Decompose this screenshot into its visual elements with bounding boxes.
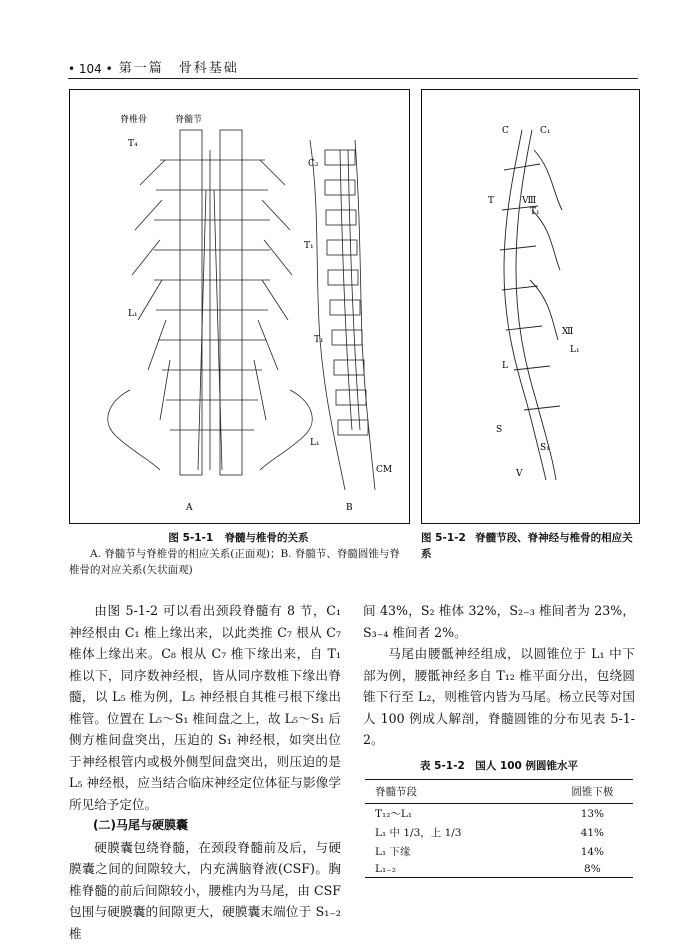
label-t1: T₁ (304, 241, 314, 251)
label-v: V (516, 469, 523, 479)
label-t4: T₄ (128, 139, 138, 149)
table-header-row (365, 780, 633, 804)
table-cell: 8% (552, 861, 633, 878)
label-c2: C₂ (308, 159, 319, 169)
paragraph: 间 43%，S₂ 椎体 32%，S₂₋₃ 椎间者为 23%，S₃₋₄ 椎间者 2%。 (363, 603, 635, 640)
left-column (69, 600, 341, 944)
running-header (68, 54, 638, 79)
label-s1: S₁ (540, 443, 550, 453)
label-s: S (496, 425, 503, 435)
table-title: 表 5-1-2 国人 100 例圆锥水平 (419, 760, 579, 772)
table-cell: 14% (580, 845, 605, 858)
caption-5-1-2 (421, 530, 638, 562)
table-cell: L₁ 下缘 (375, 846, 411, 858)
figure-5-1-2-drawing (422, 90, 639, 523)
label-c: C (502, 126, 509, 136)
paragraph: 马尾由腰骶神经组成，以圆锥位于 L₁ 中下部为例，腰骶神经多自 T₁₂ 椎平面分出，包绕圆锥下行至 L₂，则椎管内皆为马尾。杨立民等对国人 100 例成人解剖，脊髓圆锥的分布见表 5-1-2。 (363, 646, 635, 747)
caption-5-1-2-title: 脊髓节段、脊神经与椎骨的相应关系 (421, 532, 633, 560)
table-cell: T₁₂～L₁ (375, 808, 413, 820)
caption-5-1-2-number: 图 5-1-2 (421, 532, 466, 544)
figure-5-1-2 (421, 89, 640, 524)
label-xii: Ⅻ (562, 327, 574, 337)
table-row (365, 842, 633, 861)
section-title: 第一篇 骨科基础 (118, 61, 239, 76)
table-row (365, 861, 633, 878)
column-header: 脊髓节段 (365, 780, 552, 804)
table-5-1-2 (365, 779, 633, 878)
label-b: B (346, 503, 353, 513)
table-row (365, 804, 633, 824)
table-cell: 41% (580, 826, 605, 839)
label-l1b: L₁ (310, 438, 320, 448)
label-segments: 脊髓节 (175, 115, 203, 125)
label-l1-b: L₁ (570, 345, 580, 355)
label-l: L (502, 361, 508, 371)
table-cell: L₁₋₂ (365, 861, 552, 878)
page-number: • 104 • (68, 62, 113, 76)
label-t1-b: T₁ (530, 207, 540, 217)
label-l1: L₁ (128, 309, 138, 319)
paragraph: 硬膜囊包绕脊髓，在颈段脊髓前及后，与硬膜囊之间的间隙较大，内充满脑脊液(CSF)。胸椎脊髓的前后间隙较小，腰椎内为马尾，由 CSF 包围与硬膜囊的间隙更大，硬膜囊末端位于 S₁₋₂ 椎 (69, 839, 341, 941)
label-c1: C₁ (540, 126, 551, 136)
table-cell: L₁ 中 1/3，上 1/3 (375, 827, 462, 839)
table-cell: 13% (580, 807, 605, 820)
caption-5-1-1-title: 脊髓与椎骨的关系 (224, 532, 309, 544)
section-heading: (二)马尾与硬膜囊 (93, 818, 188, 832)
label-t: T (488, 196, 495, 206)
label-cm: CM (376, 465, 393, 475)
caption-5-1-1-text: A. 脊髓节与脊椎骨的相应关系(正面观)；B. 脊髓节、脊髓圆锥与脊椎骨的对应关系(矢状面观) (69, 548, 400, 576)
right-column (363, 600, 635, 751)
column-header: 圆锥下极 (552, 780, 633, 804)
label-vertebrae: 脊椎骨 (120, 115, 148, 125)
caption-5-1-1 (69, 530, 408, 578)
figure-5-1-1-drawing (70, 90, 409, 523)
paragraph: 由图 5-1-2 可以看出颈段脊髓有 8 节，C₁ 神经根由 C₁ 椎上缘出来，以此类推 C₇ 根从 C₇ 椎体上缘出来。C₈ 根从 C₇ 椎下缘出来，自 T₁ 椎以下，同序数神经根，皆从同序数椎下缘出脊髓，以 L₅ 椎为例，L₅ 神经根自其椎弓根下缘出椎管。位置在 L₅～S₁ 椎间盘之上，故 L₅～S₁ 后侧方椎间盘突出，压迫的 S₁ 神经根，如突出位于神经根管内或极外侧型间盘突出，则压迫的是 L₅ 神经根，应当结合临床神经定位体征与影像学所见给予定位。 (69, 603, 341, 812)
label-a: A (186, 503, 193, 513)
label-t1b: T₁ (314, 335, 324, 345)
figure-5-1-1 (69, 89, 410, 524)
label-viii: Ⅷ (522, 196, 537, 206)
table-row (365, 823, 633, 842)
caption-5-1-1-number: 图 5-1-1 (168, 532, 214, 544)
